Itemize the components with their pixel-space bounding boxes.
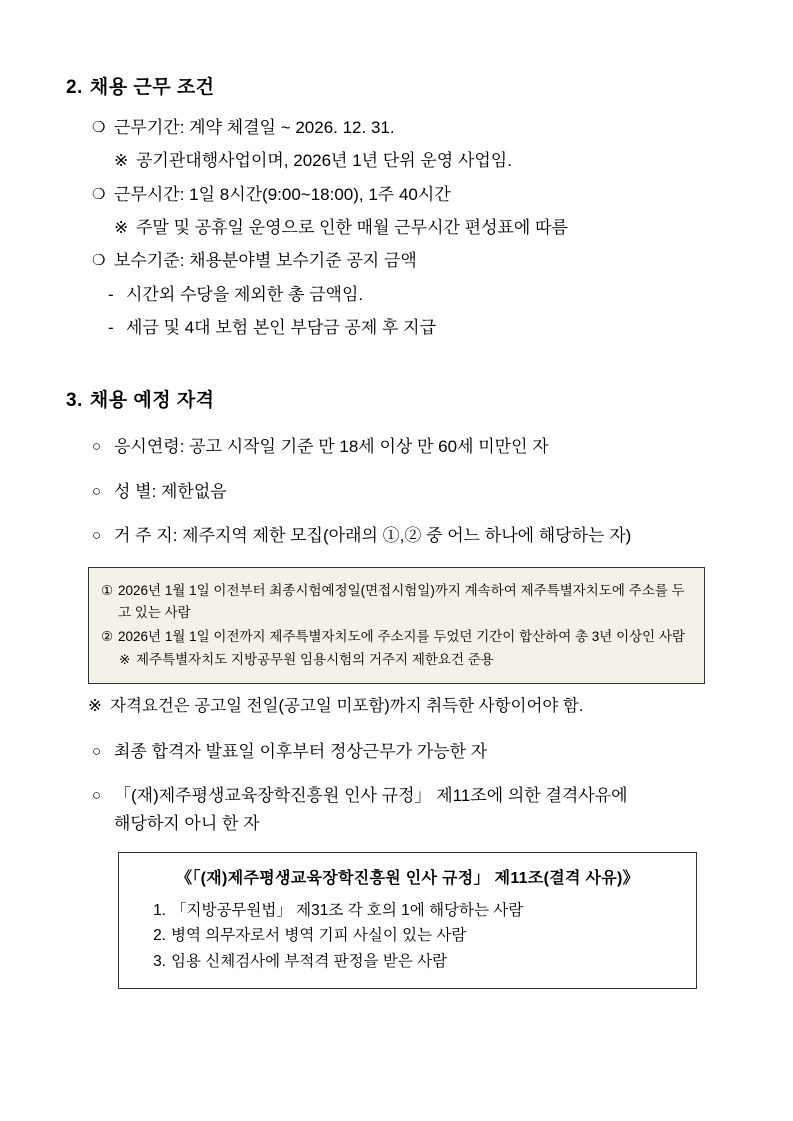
bullet-marker: ❍	[92, 185, 106, 203]
list-item-text: 보수기준: 채용분야별 보수기준 공지 금액	[114, 251, 417, 271]
section-2-heading	[62, 72, 715, 99]
sub-item	[62, 282, 715, 308]
list-item-text: 응시연령: 공고 시작일 기준 만 18세 이상 만 60세 미만인 자	[114, 437, 549, 457]
note-item	[62, 215, 715, 241]
section-3-list-after	[62, 739, 715, 838]
item-number: 2.	[153, 927, 166, 945]
disqualification-box	[118, 852, 697, 990]
list-item-text: 근무기간: 계약 체결일 ~ 2026. 12. 31.	[114, 118, 395, 137]
qualification-note	[62, 694, 715, 719]
bullet-marker: ❍	[92, 252, 106, 270]
section-3-number: 3.	[66, 390, 83, 412]
list-item	[62, 182, 715, 208]
list-item	[62, 115, 715, 141]
section-2-title: 채용 근무 조건	[89, 77, 215, 98]
list-item-text: 근무시간: 1일 8시간(9:00~18:00), 1주 40시간	[114, 184, 451, 204]
disqualification-item	[135, 923, 680, 949]
list-item	[62, 523, 715, 549]
disqualification-item	[135, 949, 680, 975]
list-item	[62, 479, 715, 505]
option-text: 2026년 1월 1일 이전까지 제주특별자치도에 주소지를 두었던 기간이 합산하여 총 3년 이상인 사람	[118, 628, 686, 644]
note-marker: ※	[88, 696, 102, 715]
sub-item-text: 시간외 수당을 제외한 총 금액임.	[126, 284, 364, 304]
dash-marker: -	[108, 318, 114, 338]
list-item	[62, 739, 715, 765]
list-item-text: 최종 합격자 발표일 이후부터 정상근무가 가능한 자	[114, 741, 488, 761]
bullet-marker: ○	[92, 742, 102, 760]
option-text: 2026년 1월 1일 이전부터 최종시험예정일(면접시험일)까지 계속하여 제주특별자치도에 주소를 두고 있는 사람	[118, 583, 685, 621]
section-2-number: 2.	[66, 77, 83, 98]
list-item-text: 「(재)제주평생교육장학진흥원 인사 규정」 제11조에 의한 결격사유에	[114, 785, 628, 805]
list-item-text: 거 주 지: 제주지역 제한 모집(아래의 ①,② 중 어느 하나에 해당하는 자)	[114, 526, 632, 546]
residency-option-2	[101, 626, 690, 648]
item-text: 병역 의무자로서 병역 기피 사실이 있는 사람	[171, 927, 467, 945]
bullet-marker: ○	[92, 786, 102, 804]
residency-option-1	[101, 580, 690, 623]
note-text: 제주특별자치도 지방공무원 임용시험의 거주지 제한요건 준용	[136, 652, 494, 668]
option-marker: ②	[101, 628, 114, 644]
bullet-marker: ○	[92, 527, 102, 545]
item-number: 1.	[153, 901, 166, 919]
note-marker: ※	[114, 218, 129, 238]
residency-note	[101, 649, 690, 671]
section-3-list	[62, 434, 715, 549]
bullet-marker: ❍	[92, 119, 106, 136]
note-item	[62, 148, 715, 174]
note-text: 공기관대행사업이며, 2026년 1년 단위 운영 사업임.	[136, 151, 512, 171]
bullet-marker: ○	[92, 438, 102, 456]
list-item	[62, 783, 715, 809]
sub-item-text: 세금 및 4대 보험 본인 부담금 공제 후 지급	[126, 318, 436, 338]
note-marker: ※	[119, 652, 131, 668]
disqualification-item	[135, 898, 680, 924]
note-text: 주말 및 공휴일 운영으로 인한 매월 근무시간 편성표에 따름	[136, 218, 568, 238]
item-number: 3.	[153, 952, 166, 970]
list-item	[62, 434, 715, 460]
item-text: 임용 신체검사에 부적격 판정을 받은 사람	[171, 952, 448, 970]
note-marker: ※	[114, 151, 129, 171]
section-3-heading	[62, 385, 715, 412]
option-marker: ①	[101, 583, 114, 599]
list-item	[62, 248, 715, 274]
disqualification-box-title: 《「(재)제주평생교육장학진흥원 인사 규정」 제11조(결격 사유)》	[176, 869, 639, 887]
bullet-marker: ○	[92, 482, 102, 500]
section-3-title: 채용 예정 자격	[89, 390, 215, 412]
item-text: 「지방공무원법」 제31조 각 호의 1에 해당하는 사람	[171, 901, 524, 919]
list-item-continuation: 해당하지 아니 한 자	[114, 814, 260, 834]
sub-item	[62, 315, 715, 341]
residency-requirement-box	[88, 567, 705, 683]
note-text: 자격요건은 공고일 전일(공고일 미포함)까지 취득한 사항이어야 함.	[110, 696, 584, 715]
dash-marker: -	[108, 284, 114, 304]
list-item-text: 성 별: 제한없음	[114, 481, 227, 501]
